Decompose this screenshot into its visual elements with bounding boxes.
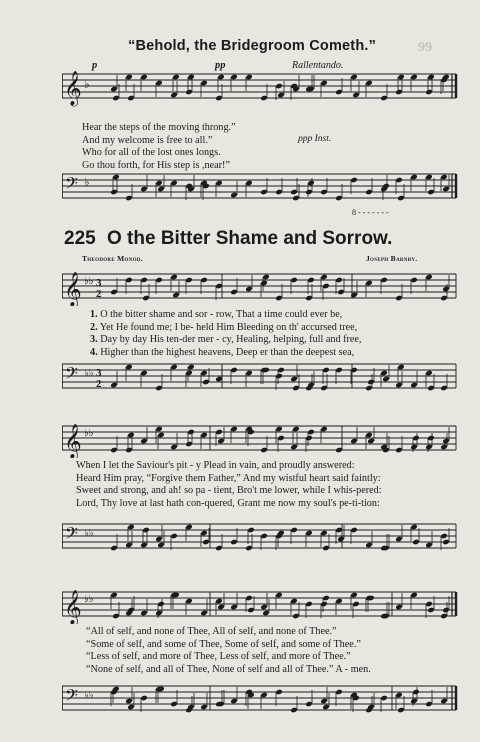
note-group bbox=[110, 364, 448, 392]
system2-line-1: When I let the Saviour's pit - y Plead in vain, and proudly answered: bbox=[76, 460, 355, 471]
verse-number: 3. bbox=[90, 334, 98, 346]
system2-bass-staff bbox=[62, 518, 462, 558]
note-group bbox=[110, 274, 450, 302]
verse-1-line-1 bbox=[90, 309, 361, 322]
svg-text:♭♭: ♭♭ bbox=[84, 690, 94, 701]
note-group bbox=[110, 592, 450, 620]
system1-treble-staff bbox=[62, 266, 462, 306]
svg-text:♭: ♭ bbox=[84, 175, 90, 189]
top-lyric-line-3: Who for all of the lost ones longs. bbox=[82, 147, 221, 159]
system2-line-4: Lord, Thy love at last hath con-quered, Grant me now my soul's pe-ti-tion: bbox=[76, 497, 380, 509]
svg-text:♭♭: ♭♭ bbox=[84, 428, 94, 439]
svg-text:♭♭: ♭♭ bbox=[84, 276, 94, 287]
bleed-mark: 99 bbox=[418, 40, 432, 55]
svg-text:𝄢: 𝄢 bbox=[65, 363, 78, 387]
verse-text: O the bitter shame and sor - row, That a time could ever be, bbox=[100, 309, 343, 320]
system1-bass-staff bbox=[62, 358, 462, 398]
hymn-author: Theodore Monod. bbox=[82, 254, 143, 263]
svg-text:♭♭: ♭♭ bbox=[84, 594, 94, 605]
svg-text:2: 2 bbox=[96, 378, 102, 390]
dynamic-rallentando: Rallentando. bbox=[292, 60, 344, 71]
note-group bbox=[110, 524, 450, 552]
system2-line-3: Sweet and strong, and ah! so pa - tient, Bro't me lower, while I whis-pered: bbox=[76, 485, 382, 497]
verse-number: 4. bbox=[90, 346, 98, 358]
note-group bbox=[110, 74, 450, 102]
top-lyric-line-2: And my welcome is free to all.” bbox=[82, 134, 213, 146]
top-lyric-line-4: Go thou forth, for His step is ,near!” bbox=[82, 159, 230, 171]
verse-number: 2. bbox=[90, 321, 98, 333]
verse-text: Yet He found me; I be- held Him Bleeding on th' accursed tree, bbox=[99, 321, 358, 333]
svg-text:2: 2 bbox=[96, 288, 102, 300]
top-hymn-title: “Behold, the Bridegroom Cometh.” bbox=[128, 38, 377, 54]
system3-line-3: “Less of self, and more of Thee, Less of self, and more of Thee.” bbox=[86, 651, 351, 663]
system3-line-1: “All of self, and none of Thee, All of self, and none of Thee.” bbox=[86, 626, 337, 637]
top-treble-staff bbox=[62, 68, 462, 118]
system3-line-2: “Some of self, and some of Thee, Some of self, and some of Thee.” bbox=[86, 638, 361, 650]
svg-text:♭♭: ♭♭ bbox=[84, 368, 94, 379]
top-lyric-line-1: Hear the steps of the moving throng.” bbox=[82, 122, 236, 133]
system3-lyrics bbox=[86, 626, 371, 676]
system1-lyrics bbox=[90, 309, 361, 359]
system3-treble-staff bbox=[62, 584, 462, 624]
dynamic-pp: pp bbox=[215, 60, 226, 71]
hymn-number: 225 bbox=[64, 228, 96, 249]
svg-text:𝄞: 𝄞 bbox=[64, 71, 82, 106]
verse-text: Higher than the highest heavens, Deep er than the deepest sea, bbox=[100, 346, 355, 358]
svg-text:𝄞: 𝄞 bbox=[64, 272, 82, 306]
system2-line-2: Heard Him pray, “Forgive them Father,” And my wistful heart said faintly: bbox=[76, 472, 381, 484]
verse-3-line-1 bbox=[90, 334, 361, 347]
system2-lyrics bbox=[76, 460, 382, 510]
svg-text:3: 3 bbox=[96, 277, 102, 289]
note-group bbox=[110, 426, 450, 454]
svg-text:𝄞: 𝄞 bbox=[64, 590, 82, 624]
svg-text:3: 3 bbox=[96, 367, 102, 379]
system3-bass-staff bbox=[62, 680, 462, 720]
system3-line-4: “None of self, and all of Thee, None of self and all of Thee.” A - men. bbox=[86, 663, 371, 675]
octave-footnote: 8 - - - - - - - bbox=[352, 208, 389, 217]
inst-label: ppp Inst. bbox=[298, 134, 332, 144]
svg-text:♭: ♭ bbox=[84, 77, 90, 91]
top-bass-staff bbox=[62, 168, 462, 216]
svg-text:𝄢: 𝄢 bbox=[65, 685, 78, 709]
svg-text:𝄢: 𝄢 bbox=[65, 173, 78, 197]
hymn-title: O the Bitter Shame and Sorrow. bbox=[107, 228, 393, 249]
verse-2-line-1 bbox=[90, 322, 361, 335]
hymn-composer: Joseph Barnby. bbox=[366, 254, 418, 263]
verse-text: Day by day His ten-der mer - cy, Healing, helping, full and free, bbox=[100, 334, 362, 346]
top-hymn-lyrics bbox=[82, 122, 236, 172]
note-group bbox=[110, 686, 448, 714]
svg-text:♭♭: ♭♭ bbox=[84, 528, 94, 539]
system2-treble-staff bbox=[62, 418, 462, 458]
svg-text:𝄞: 𝄞 bbox=[64, 424, 82, 458]
svg-text:𝄢: 𝄢 bbox=[65, 523, 78, 547]
verse-number: 1. bbox=[90, 309, 98, 320]
dynamic-p: p bbox=[92, 60, 98, 71]
note-group bbox=[110, 174, 450, 202]
